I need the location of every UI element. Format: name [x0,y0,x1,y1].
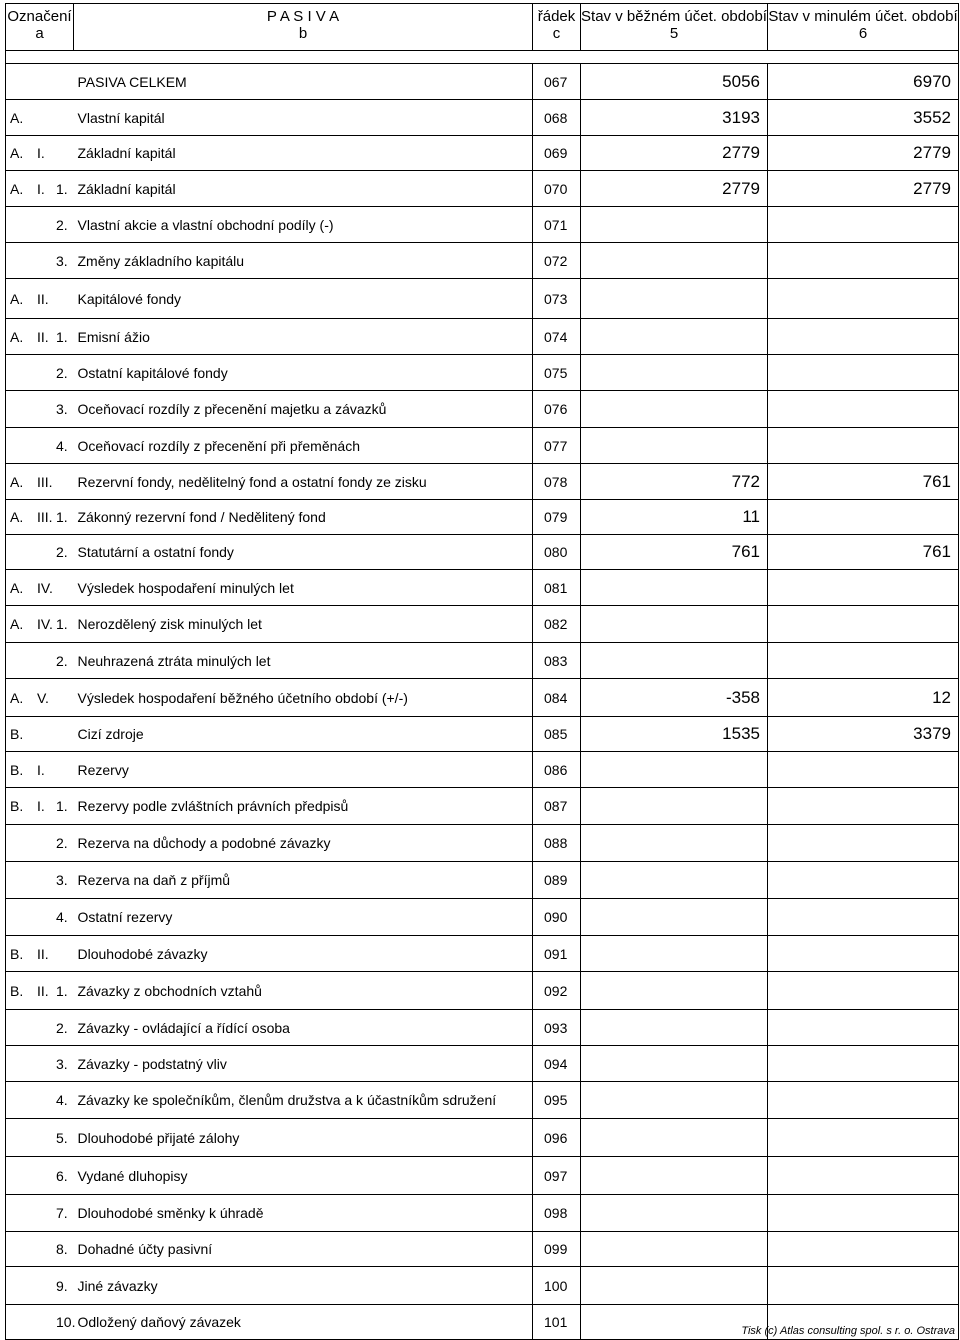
table-row [6,207,959,243]
row-label: Závazky ke společníkům, členům družstva a k účastníkům sdružení [74,1082,533,1119]
designation-c: 4. [56,909,68,925]
row-designation [6,207,74,243]
value-previous-period [768,643,959,679]
value-previous-period: 3379 [768,717,959,752]
value-current-period [581,391,768,428]
row-label: Statutární a ostatní fondy [74,535,533,570]
row-designation [6,1046,74,1082]
row-label: Vlastní kapitál [74,100,533,136]
row-designation [6,279,74,319]
header-previous-period: Stav v minulém účet. období 6 [768,4,959,51]
balance-sheet-liabilities [5,3,958,1340]
row-number: 079 [533,500,581,535]
row-label: Cizí zdroje [74,717,533,752]
row-label: Rezerva na důchody a podobné závazky [74,825,533,862]
designation-c: 3. [56,872,68,888]
table-row [6,1046,959,1082]
row-designation [6,862,74,899]
designation-b: I. [37,761,45,778]
value-previous-period [768,570,959,606]
row-label: Nerozdělený zisk minulých let [74,606,533,643]
row-designation [6,606,74,643]
row-label: Dohadné účty pasivní [74,1232,533,1267]
row-designation [6,243,74,279]
row-number: 082 [533,606,581,643]
row-number: 090 [533,899,581,936]
row-number: 078 [533,464,581,500]
row-number: 088 [533,825,581,862]
table-row [6,899,959,936]
row-designation [6,1195,74,1232]
value-current-period [581,570,768,606]
value-current-period [581,207,768,243]
table-row [6,1157,959,1195]
row-designation [6,535,74,570]
designation-c: 1. [56,982,68,999]
designation-a: B. [10,761,24,778]
row-number: 095 [533,1082,581,1119]
designation-c: 4. [56,437,68,454]
designation-a: A. [10,473,24,490]
table-row [6,679,959,717]
value-current-period: 2779 [581,136,768,171]
row-number: 099 [533,1232,581,1267]
row-label: Dlouhodobé závazky [74,936,533,972]
row-designation [6,717,74,752]
row-designation [6,1119,74,1157]
designation-c: 3. [56,252,68,269]
table-row [6,428,959,464]
row-designation [6,100,74,136]
row-label: Ostatní rezervy [74,899,533,936]
designation-b: II. [37,328,49,345]
value-previous-period [768,1082,959,1119]
table-row [6,355,959,391]
table-row [6,1119,959,1157]
row-label: Dlouhodobé směnky k úhradě [74,1195,533,1232]
designation-a: B. [10,945,24,962]
designation-c: 3. [56,401,68,417]
row-designation [6,319,74,355]
designation-c: 2. [56,652,68,669]
row-label: Závazky - podstatný vliv [74,1046,533,1082]
table-row [6,1267,959,1305]
table-body [6,64,959,1340]
value-current-period [581,972,768,1010]
row-designation [6,428,74,464]
row-designation [6,1157,74,1195]
value-previous-period [768,279,959,319]
value-current-period [581,643,768,679]
table-row [6,391,959,428]
table-row [6,643,959,679]
row-number: 080 [533,535,581,570]
designation-b: II. [37,290,49,307]
value-current-period [581,1082,768,1119]
value-current-period [581,899,768,936]
designation-c: 2. [56,835,68,851]
value-previous-period [768,391,959,428]
value-previous-period [768,207,959,243]
row-label: Vlastní akcie a vlastní obchodní podíly (-) [74,207,533,243]
value-previous-period: 761 [768,535,959,570]
row-designation [6,1232,74,1267]
row-label: Závazky - ovládající a řídící osoba [74,1010,533,1046]
table-row [6,1010,959,1046]
designation-c: 4. [56,1092,68,1108]
value-previous-period [768,936,959,972]
row-designation [6,64,74,100]
value-previous-period [768,355,959,391]
row-number: 069 [533,136,581,171]
value-previous-period: 761 [768,464,959,500]
designation-b: I. [37,798,45,814]
row-number: 086 [533,752,581,788]
value-current-period [581,1267,768,1305]
table-row [6,570,959,606]
row-number: 100 [533,1267,581,1305]
row-label: Závazky z obchodních vztahů [74,972,533,1010]
value-current-period [581,243,768,279]
row-number: 077 [533,428,581,464]
row-number: 071 [533,207,581,243]
designation-c: 8. [56,1241,68,1257]
designation-a: B. [10,982,24,999]
row-number: 081 [533,570,581,606]
row-number: 074 [533,319,581,355]
row-number: 092 [533,972,581,1010]
row-designation [6,391,74,428]
value-current-period: 772 [581,464,768,500]
row-label: Dlouhodobé přijaté zálohy [74,1119,533,1157]
value-current-period: -358 [581,679,768,717]
row-number: 067 [533,64,581,100]
row-designation [6,136,74,171]
table-row [6,1195,959,1232]
table-row [6,279,959,319]
row-designation [6,464,74,500]
value-previous-period [768,1119,959,1157]
row-number: 076 [533,391,581,428]
designation-c: 10. [56,1314,76,1330]
designation-a: A. [10,328,24,345]
row-designation [6,500,74,535]
row-number: 089 [533,862,581,899]
row-designation [6,899,74,936]
designation-b: II. [37,945,49,962]
value-current-period [581,1305,768,1340]
row-label: Změny základního kapitálu [74,243,533,279]
row-number: 072 [533,243,581,279]
table-row [6,1082,959,1119]
liabilities-table [5,3,959,1340]
value-current-period: 1535 [581,717,768,752]
value-current-period [581,1119,768,1157]
row-label: Rezervní fondy, nedělitelný fond a ostatní fondy ze zisku [74,464,533,500]
row-number: 101 [533,1305,581,1340]
row-number: 094 [533,1046,581,1082]
designation-b: I. [37,180,45,197]
value-current-period [581,825,768,862]
designation-a: B. [10,798,24,814]
value-previous-period: 12 [768,679,959,717]
row-number: 084 [533,679,581,717]
value-previous-period [768,972,959,1010]
table-row [6,243,959,279]
row-number: 098 [533,1195,581,1232]
value-current-period: 761 [581,535,768,570]
value-current-period [581,1232,768,1267]
header-oznaceni: Označení a [6,4,74,51]
header-pasiva: P A S I V A b [74,4,533,51]
header-radek: řádek c [533,4,581,51]
designation-a: A. [10,579,24,596]
designation-a: A. [10,109,24,126]
row-designation [6,1267,74,1305]
row-number: 068 [533,100,581,136]
row-label: Ostatní kapitálové fondy [74,355,533,391]
value-current-period [581,936,768,972]
table-row [6,535,959,570]
value-previous-period [768,1046,959,1082]
row-designation [6,788,74,825]
value-current-period [581,1157,768,1195]
designation-c: 2. [56,544,68,560]
row-label: PASIVA CELKEM [74,64,533,100]
value-previous-period [768,243,959,279]
table-row [6,464,959,500]
row-label: Základní kapitál [74,171,533,207]
row-label: Vydané dluhopisy [74,1157,533,1195]
row-number: 096 [533,1119,581,1157]
table-row [6,788,959,825]
value-current-period [581,428,768,464]
row-label: Odložený daňový závazek [74,1305,533,1340]
value-previous-period: 2779 [768,136,959,171]
table-row [6,100,959,136]
value-current-period: 3193 [581,100,768,136]
value-current-period [581,1195,768,1232]
value-previous-period [768,319,959,355]
table-row [6,972,959,1010]
designation-c: 2. [56,364,68,381]
print-footer: Tisk (c) Atlas consulting spol. s r. o. Ostrava [741,1325,955,1337]
row-number: 085 [533,717,581,752]
table-row [6,606,959,643]
designation-b: III. [37,473,53,490]
row-number: 075 [533,355,581,391]
table-row [6,717,959,752]
designation-c: 1. [56,328,68,345]
row-designation [6,972,74,1010]
row-designation [6,643,74,679]
designation-a: A. [10,616,24,632]
table-row [6,64,959,100]
designation-c: 1. [56,180,68,197]
value-current-period: 2779 [581,171,768,207]
value-previous-period [768,1267,959,1305]
value-current-period [581,606,768,643]
row-designation [6,570,74,606]
row-label: Oceňovací rozdíly z přecenění majetku a závazků [74,391,533,428]
table-row [6,936,959,972]
table-row [6,752,959,788]
row-label: Kapitálové fondy [74,279,533,319]
table-row [6,1232,959,1267]
table-row [6,136,959,171]
designation-a: A. [10,290,24,307]
designation-c: 1. [56,509,68,525]
header-row [6,4,959,51]
row-designation [6,355,74,391]
row-designation [6,171,74,207]
designation-a: B. [10,726,24,742]
value-previous-period [768,1010,959,1046]
row-label: Základní kapitál [74,136,533,171]
designation-c: 3. [56,1055,68,1072]
designation-c: 6. [56,1167,68,1184]
designation-c: 1. [56,798,68,814]
designation-b: III. [37,509,53,525]
value-current-period: 5056 [581,64,768,100]
value-current-period [581,1010,768,1046]
row-number: 097 [533,1157,581,1195]
row-number: 083 [533,643,581,679]
row-label: Výsledek hospodaření běžného účetního období (+/-) [74,679,533,717]
value-previous-period [768,788,959,825]
value-current-period [581,355,768,391]
table-row [6,825,959,862]
row-label: Rezervy podle zvláštních právních předpisů [74,788,533,825]
value-previous-period [768,500,959,535]
row-number: 087 [533,788,581,825]
header-current-period: Stav v běžném účet. období 5 [581,4,768,51]
row-label: Jiné závazky [74,1267,533,1305]
row-designation [6,679,74,717]
value-current-period [581,788,768,825]
value-current-period [581,1046,768,1082]
row-designation [6,1010,74,1046]
designation-c: 9. [56,1277,68,1294]
value-previous-period [768,752,959,788]
designation-b: II. [37,982,49,999]
table-row [6,862,959,899]
row-designation [6,1305,74,1340]
row-label: Rezervy [74,752,533,788]
row-label: Výsledek hospodaření minulých let [74,570,533,606]
designation-c: 5. [56,1129,68,1146]
designation-a: A. [10,145,24,161]
value-current-period [581,319,768,355]
row-designation [6,1082,74,1119]
value-previous-period: 6970 [768,64,959,100]
value-previous-period [768,1157,959,1195]
designation-a: A. [10,689,24,706]
spacer-row [6,51,959,64]
row-label: Emisní ážio [74,319,533,355]
table-row [6,500,959,535]
value-current-period: 11 [581,500,768,535]
designation-b: IV. [37,579,53,596]
value-current-period [581,862,768,899]
value-previous-period [768,606,959,643]
designation-c: 2. [56,216,68,233]
designation-c: 2. [56,1019,68,1036]
designation-c: 7. [56,1205,68,1221]
designation-a: A. [10,180,24,197]
designation-c: 1. [56,616,68,632]
row-number: 091 [533,936,581,972]
row-label: Oceňovací rozdíly z přecenění při přeměnách [74,428,533,464]
value-previous-period [768,428,959,464]
row-label: Neuhrazená ztráta minulých let [74,643,533,679]
value-previous-period [768,825,959,862]
row-label: Rezerva na daň z příjmů [74,862,533,899]
value-current-period [581,752,768,788]
designation-b: I. [37,145,45,161]
designation-b: V. [37,689,49,706]
table-row [6,319,959,355]
designation-a: A. [10,509,24,525]
value-previous-period [768,1195,959,1232]
row-designation [6,825,74,862]
row-number: 073 [533,279,581,319]
value-previous-period [768,862,959,899]
row-label: Zákonný rezervní fond / Nedělitený fond [74,500,533,535]
table-row [6,171,959,207]
row-designation [6,936,74,972]
value-previous-period [768,899,959,936]
value-previous-period [768,1232,959,1267]
value-previous-period: 3552 [768,100,959,136]
row-designation [6,752,74,788]
value-current-period [581,279,768,319]
designation-b: IV. [37,616,53,632]
row-number: 070 [533,171,581,207]
value-previous-period: 2779 [768,171,959,207]
row-number: 093 [533,1010,581,1046]
